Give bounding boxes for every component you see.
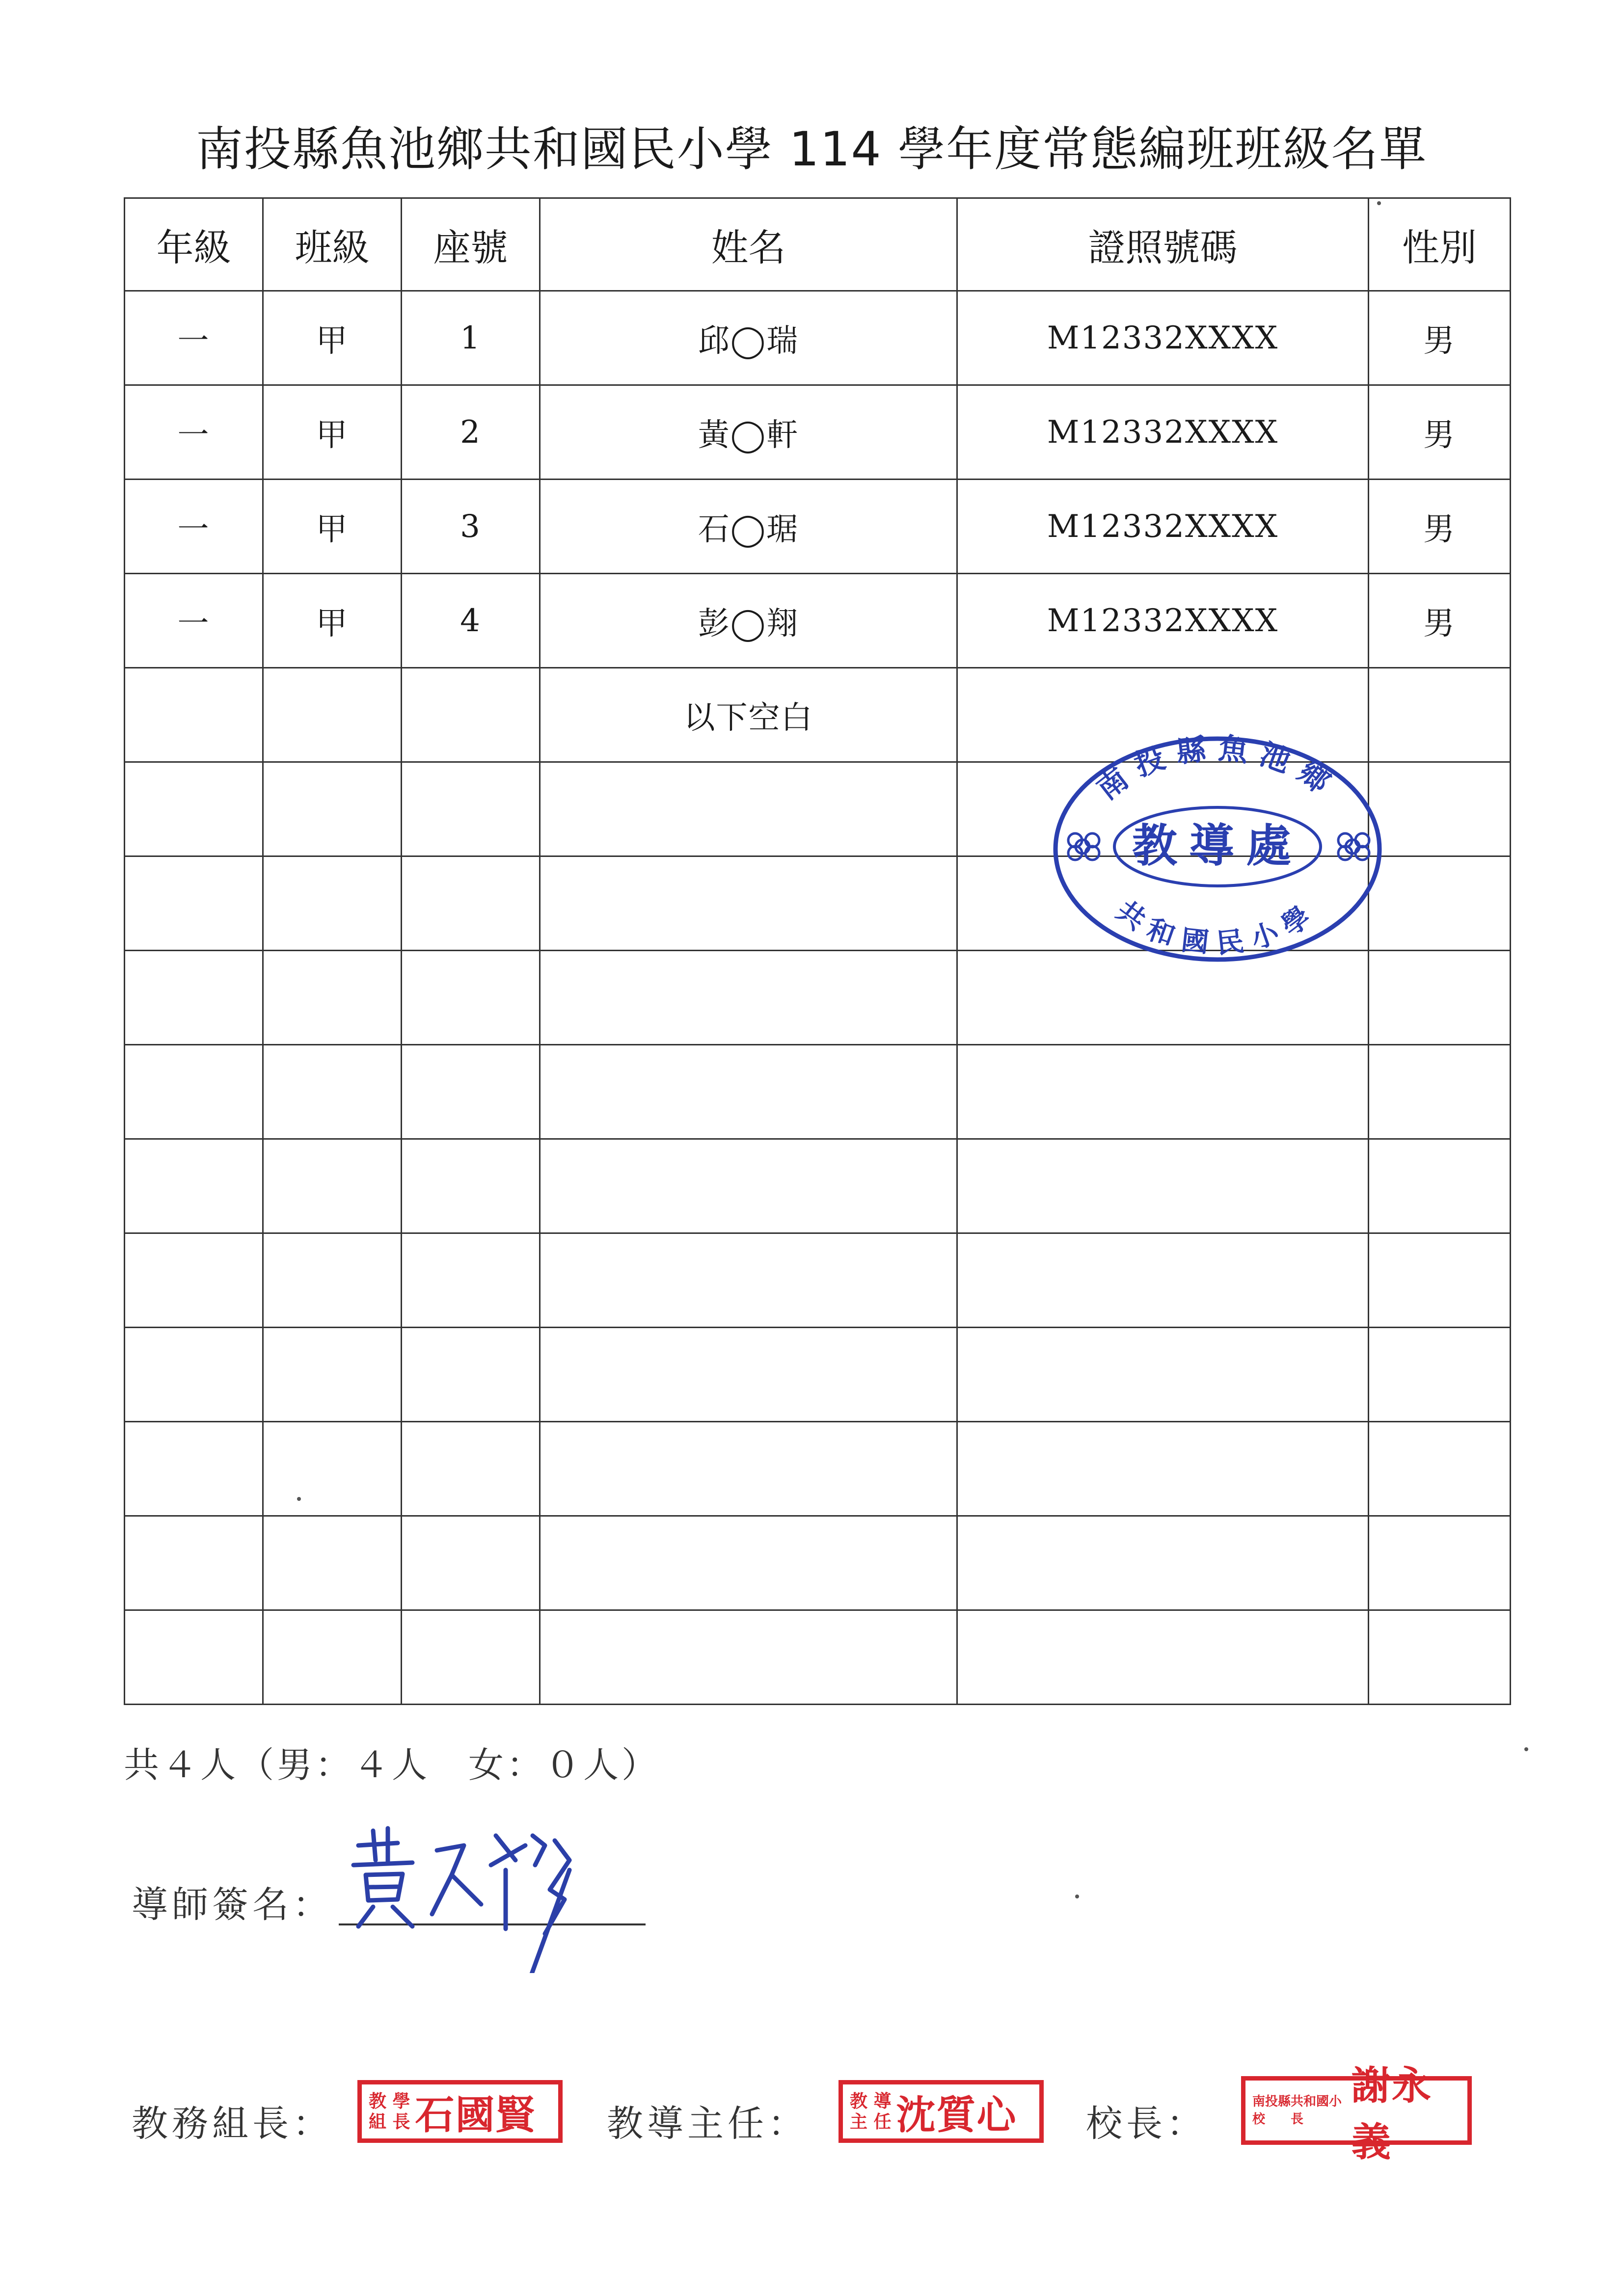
page-title: 南投縣魚池鄉共和國民小學 114 學年度常態編班班級名單 xyxy=(195,122,1428,177)
svg-text:南投縣魚池鄉 xyxy=(1090,731,1344,807)
table-row xyxy=(125,480,1511,574)
table-row xyxy=(125,574,1511,668)
header-name: 姓名 xyxy=(540,198,957,291)
cell-seat: 2 xyxy=(402,385,540,480)
scan-speck xyxy=(297,1497,301,1501)
office-stamp xyxy=(1046,726,1389,972)
cell-class: 甲 xyxy=(263,574,402,668)
scan-speck xyxy=(1524,1747,1528,1751)
headcount-summary: 共４人（男：４人 女：０人） xyxy=(124,1744,660,1786)
cell-name: 邱◯瑞 xyxy=(540,291,957,385)
plum-blossom-icon xyxy=(1068,833,1099,860)
cell-seat: 3 xyxy=(402,480,540,574)
table-row xyxy=(125,291,1511,385)
cell-seat: 4 xyxy=(402,574,540,668)
svg-text:共和國民小學 xyxy=(1110,894,1325,960)
empty-row xyxy=(125,1045,1511,1139)
cell-grade: 一 xyxy=(125,385,263,480)
director-label: 教導主任： xyxy=(607,2103,808,2145)
empty-row xyxy=(125,1516,1511,1610)
empty-row xyxy=(125,1139,1511,1233)
cell-name: 彭◯翔 xyxy=(540,574,957,668)
dean-section-seal: 教 學 組 長 石國賢 xyxy=(357,2080,563,2143)
cell-id-number: M12332XXXX xyxy=(957,574,1369,668)
director-seal: 教 導 主 任 沈質心 xyxy=(839,2080,1044,2143)
cell-id-number: M12332XXXX xyxy=(957,385,1369,480)
cell-gender: 男 xyxy=(1369,574,1511,668)
cell-gender: 男 xyxy=(1369,480,1511,574)
scan-speck xyxy=(1075,1895,1079,1898)
header-grade: 年級 xyxy=(125,198,263,291)
plum-blossom-icon xyxy=(1338,833,1369,860)
stamp-center-text: 教導處 xyxy=(1132,819,1303,872)
empty-row xyxy=(125,1610,1511,1705)
header-gender: 性別 xyxy=(1369,198,1511,291)
homeroom-teacher-signature-label: 導師簽名： xyxy=(132,1884,333,1926)
empty-row xyxy=(125,1233,1511,1328)
dean-section-label: 教務組長： xyxy=(132,2103,333,2145)
header-id-number: 證照號碼 xyxy=(957,198,1369,291)
cell-gender: 男 xyxy=(1369,291,1511,385)
empty-row xyxy=(125,1328,1511,1422)
stamp-bottom-text: 共和國民小學 xyxy=(1110,894,1325,960)
cell-name: 石◯琚 xyxy=(540,480,957,574)
table-row xyxy=(125,385,1511,480)
principal-seal: 南投縣共和國小 校 長 謝永義 xyxy=(1241,2076,1472,2145)
cell-id-number: M12332XXXX xyxy=(957,291,1369,385)
cell-seat: 1 xyxy=(402,291,540,385)
stamp-top-text: 南投縣魚池鄉 xyxy=(1090,731,1345,807)
header-seat: 座號 xyxy=(402,198,540,291)
cell-class: 甲 xyxy=(263,385,402,480)
cell-grade: 一 xyxy=(125,291,263,385)
empty-row xyxy=(125,1422,1511,1516)
handwritten-signature xyxy=(339,1816,614,1973)
principal-label: 校長： xyxy=(1086,2103,1207,2145)
cell-class: 甲 xyxy=(263,291,402,385)
scan-speck xyxy=(1377,201,1381,205)
blank-note: 以下空白 xyxy=(540,668,957,762)
cell-grade: 一 xyxy=(125,574,263,668)
header-class: 班級 xyxy=(263,198,402,291)
table-header-row xyxy=(125,198,1511,291)
cell-grade: 一 xyxy=(125,480,263,574)
cell-id-number: M12332XXXX xyxy=(957,480,1369,574)
cell-class: 甲 xyxy=(263,480,402,574)
cell-name: 黃◯軒 xyxy=(540,385,957,480)
cell-gender: 男 xyxy=(1369,385,1511,480)
approval-section xyxy=(132,2062,1506,2165)
